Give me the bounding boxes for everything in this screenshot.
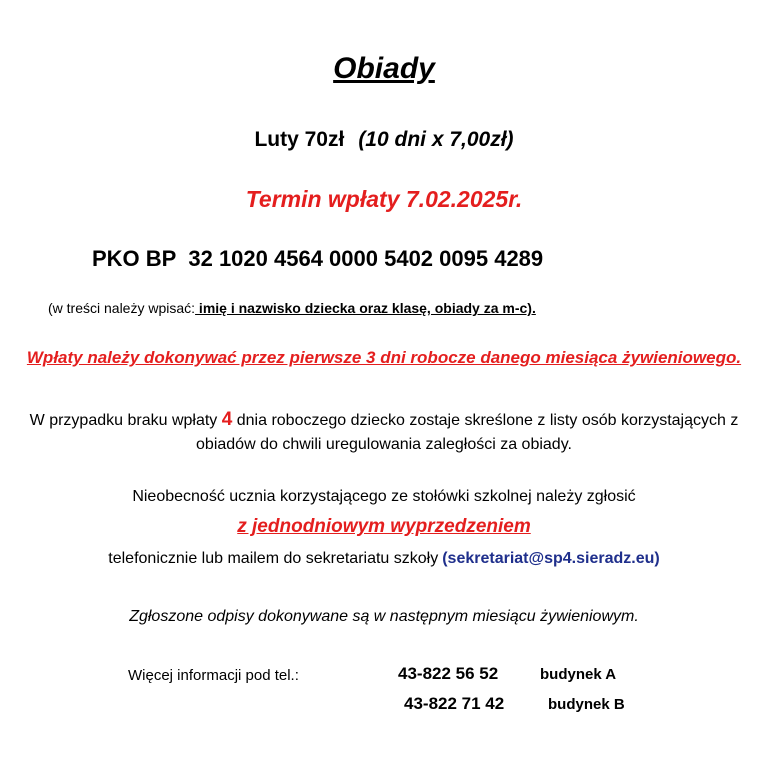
- account-number: 32 1020 4564 0000 5402 0095 4289: [188, 246, 544, 271]
- absence-info: Nieobecność ucznia korzystającego ze stołówki szkolnej należy zgłosić: [132, 488, 636, 505]
- price-calculation: (10 dni x 7,00zł): [358, 128, 514, 151]
- missing-payment-after: dnia roboczego dziecko zostaje skreślone z listy osób korzystających z obiadów do chwili uregulowania zaległości za obiady.: [196, 412, 739, 453]
- building-b: budynek B: [548, 696, 625, 713]
- missing-payment-before: W przypadku braku wpłaty: [29, 412, 222, 429]
- deductions-note: Zgłoszone odpisy dokonywane są w następnym miesiącu żywieniowym.: [129, 608, 639, 625]
- phone-number-b[interactable]: 43-822 71 42: [404, 694, 505, 713]
- phone-number-a[interactable]: 43-822 56 52: [398, 664, 499, 683]
- report-method: [0, 550, 768, 568]
- missing-payment-info: [0, 408, 768, 457]
- payment-period-warning: Wpłaty należy dokonywać przez pierwsze 3 dni robocze danego miesiąca żywieniowego.: [26, 348, 742, 367]
- payment-deadline: Termin wpłaty 7.02.2025r.: [245, 186, 523, 212]
- advance-notice: z jednodniowym wyprzedzeniem: [237, 516, 531, 537]
- building-a: budynek A: [540, 666, 617, 683]
- price-line: [0, 128, 768, 152]
- secretary-email-link[interactable]: (sekretariat@sp4.sieradz.eu): [442, 550, 660, 567]
- bank-name: PKO BP: [92, 246, 177, 271]
- note-prefix: (w treści należy wpisać:: [48, 300, 196, 316]
- contact-label: Więcej informacji pod tel.:: [128, 667, 299, 684]
- month-amount: Luty 70zł: [254, 128, 345, 151]
- bank-account: [92, 246, 543, 272]
- transfer-title-note: [48, 300, 536, 316]
- report-method-text: telefonicznie lub mailem do sekretariatu szkoły: [108, 550, 439, 567]
- page-title: Obiady: [333, 52, 435, 85]
- note-required-content: imię i nazwisko dziecka oraz klasę, obiady za m-c).: [195, 300, 536, 316]
- working-day-number: 4: [221, 409, 233, 430]
